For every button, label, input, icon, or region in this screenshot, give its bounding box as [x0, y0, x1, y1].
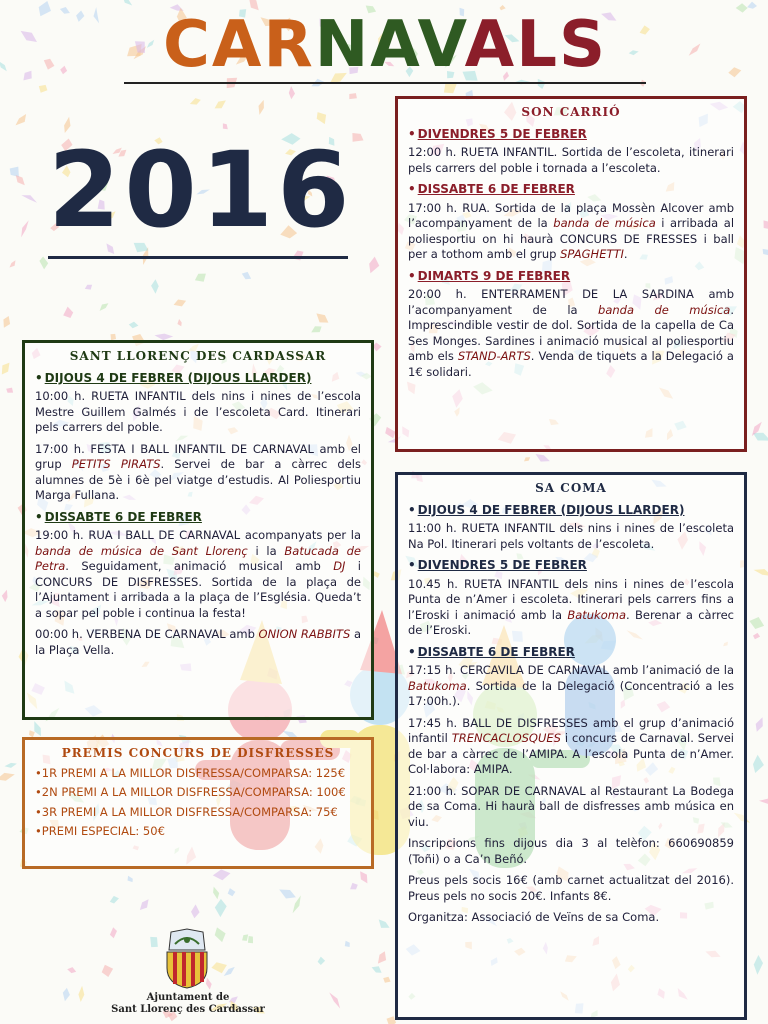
confetti-piece	[747, 2, 757, 9]
text-segment: i CONCURS DE DISFRESSES. Sortida de la plaça de l’Ajuntament i arribada a la plaça de l’Església. Queda’t a sopar pel poble i continua la festa!	[35, 559, 362, 620]
confetti-piece	[753, 755, 764, 773]
text-segment-italic: banda de música de Sant Llorenç	[35, 543, 248, 558]
confetti-piece	[385, 427, 395, 438]
son-carrio-panel	[395, 96, 747, 452]
confetti-piece	[383, 977, 390, 983]
text-segment: 17:00 h. RUA. Sortida de la plaça Mossèn Alcover amb l’acompanyament de la	[408, 200, 734, 230]
text-segment-italic: banda de música	[598, 302, 731, 317]
confetti-piece	[60, 66, 67, 75]
confetti-piece	[110, 896, 119, 904]
confetti-piece	[329, 992, 340, 1008]
year-underline	[48, 256, 348, 259]
text-segment: . Imprescindible vestir de dol. Sortida de la capella de Ca Ses Monges. Sardines i animació musical al poliesportiu amb els	[408, 302, 734, 363]
confetti-piece	[63, 988, 70, 1001]
confetti-piece	[2, 590, 8, 602]
text-segment-italic: STAND-ARTS	[457, 349, 531, 363]
title-part-car: CAR	[162, 8, 315, 82]
text-segment: 10.45 h. RUETA INFANTIL dels nins i nines de l’escola Punta de n’Amer i escoleta. Itinerari pels carrers fins a l’Eroski i animació amb la	[408, 576, 734, 622]
text-segment: . Servei de bar a càrrec dels alumnes de 5è i 6è pel viatge d’estudis. Al Poliesportiu Marga Fullana.	[35, 457, 361, 502]
confetti-piece	[177, 319, 181, 326]
title-underline	[124, 82, 646, 84]
confetti-piece	[5, 763, 17, 768]
confetti-piece	[749, 617, 764, 629]
text-segment: 17:45 h. BALL DE DISFRESSES amb el grup d’animació infantil	[408, 715, 734, 745]
ajuntament-line-2: Sant Llorenç des Cardassar	[111, 1004, 265, 1015]
text-segment: .	[623, 247, 628, 261]
confetti-piece	[349, 93, 357, 99]
confetti-piece	[316, 313, 328, 322]
confetti-piece	[754, 955, 763, 975]
confetti-piece	[150, 937, 158, 947]
confetti-piece	[85, 285, 92, 290]
confetti-piece	[248, 936, 253, 943]
text-segment: i arribada al poliesportiu on hi haurà CONCURS DE FRESSES i ball per a tothom amb el grup	[408, 216, 735, 261]
confetti-piece	[78, 986, 84, 1002]
confetti-piece	[318, 957, 326, 965]
text-segment-italic: TRENCACLOSQUES	[451, 731, 561, 745]
confetti-piece	[242, 272, 251, 279]
prize-item: •3R PREMI A LA MILLOR DISFRESSA/COMPARSA: 75€	[35, 804, 338, 819]
text-segment: 19:00 h. RUA I BALL DE CARNAVAL acompanyats per la	[35, 528, 361, 542]
municipal-crest-icon	[163, 928, 211, 990]
text-segment: . Berenar a càrrec de l’Eroski.	[408, 607, 734, 637]
text-segment: i la	[247, 543, 285, 558]
confetti-piece	[110, 927, 117, 938]
title-part-als: ALS	[464, 8, 608, 82]
confetti-piece	[373, 343, 382, 352]
son-carrio-heading: SON CARRIÓ	[521, 105, 621, 119]
text-segment-italic: ONION RABBITS	[258, 627, 351, 641]
text-segment: 17:00 h. FESTA I BALL INFANTIL DE CARNAVAL amb el grup	[35, 441, 361, 471]
text-segment: 17:15 h. CERCAVILA DE CARNAVAL amb l’animació de la	[408, 663, 734, 677]
confetti-piece	[190, 98, 201, 105]
confetti-piece	[23, 71, 31, 81]
prizes-heading: PREMIS CONCURS DE DISFRESSES	[61, 746, 335, 760]
son-carrio-event-3	[408, 287, 734, 380]
confetti-piece	[378, 951, 386, 963]
confetti-piece	[39, 1, 51, 16]
confetti-piece	[174, 300, 187, 307]
sant-llorenc-panel	[22, 340, 374, 720]
confetti-piece	[242, 934, 248, 941]
sa-coma-event-5: 21:00 h. SOPAR DE CARNAVAL al Restaurant La Bodega de sa Coma. Hi haurà ball de disfresses amb música en viu.	[408, 783, 734, 829]
text-segment-italic: banda de música	[553, 216, 656, 230]
text-segment: 00:00 h. VERBENA DE CARNAVAL amb	[35, 627, 259, 641]
prizes-panel	[22, 737, 374, 869]
sa-coma-panel	[395, 472, 747, 1020]
son-carrio-event-1: 12:00 h. RUETA INFANTIL. Sortida de l’escoleta, itinerari pels carrers del poble i tornada a l’escoleta.	[408, 145, 734, 175]
confetti-piece	[756, 717, 763, 732]
prize-item: •PREMI ESPECIAL: 50€	[35, 824, 165, 838]
confetti-piece	[21, 220, 29, 237]
confetti-piece	[259, 100, 264, 115]
prize-item: •2N PREMI A LA MILLOR DISFRESSA/COMPARSA: 100€	[35, 785, 346, 799]
confetti-piece	[215, 100, 226, 108]
confetti-piece	[195, 274, 206, 282]
son-carrio-date-1: • DIVENDRES 5 DE FEBRER	[408, 127, 734, 143]
confetti-piece	[728, 67, 741, 77]
text-segment: . Seguidament, animació musical amb	[65, 559, 334, 573]
confetti-piece	[536, 454, 550, 462]
confetti-piece	[128, 876, 133, 882]
text-segment-italic: PETITS PIRATS	[71, 457, 161, 471]
son-carrio-date-2: • DISSABTE 6 DE FEBRER	[408, 182, 734, 198]
prize-item: •1R PREMI A LA MILLOR DISFRESSA/COMPARSA: 125€	[35, 765, 346, 780]
confetti-piece	[372, 966, 382, 973]
confetti-piece	[689, 44, 701, 56]
confetti-piece	[369, 257, 379, 274]
confetti-piece	[34, 721, 41, 736]
sant-llorenc-date-2: • DISSABTE 6 DE FEBRER	[35, 510, 361, 526]
confetti-piece	[317, 112, 326, 124]
son-carrio-event-2	[408, 201, 734, 263]
year-heading: 2016	[48, 129, 354, 251]
ajuntament-label	[108, 992, 268, 1016]
text-segment-italic: DJ	[333, 559, 346, 573]
confetti-piece	[211, 962, 227, 973]
confetti-piece	[0, 773, 15, 781]
confetti-piece	[753, 433, 768, 441]
confetti-piece	[0, 61, 7, 71]
confetti-piece	[100, 303, 109, 311]
confetti-piece	[39, 257, 48, 270]
confetti-piece	[2, 363, 10, 375]
confetti-piece	[63, 307, 73, 318]
text-segment: . Sortida de la Delegació (Concentració a les 17:00h.).	[408, 678, 734, 708]
sa-coma-event-1: 11:00 h. RUETA INFANTIL dels nins i nines de l’escoleta Na Pol. Itinerari pels voltants de l’escoleta.	[408, 521, 734, 551]
confetti-piece	[76, 11, 84, 22]
confetti-piece	[122, 0, 132, 6]
confetti-piece	[736, 3, 748, 12]
confetti-piece	[151, 279, 159, 293]
confetti-piece	[94, 7, 100, 23]
confetti-piece	[16, 175, 25, 185]
poster-title	[120, 8, 650, 88]
text-segment: a la Plaça Vella.	[35, 627, 361, 657]
confetti-piece	[44, 59, 55, 70]
confetti-piece	[754, 569, 768, 576]
confetti-piece	[39, 85, 48, 93]
son-carrio-date-3: • DIMARTS 9 DE FEBRER	[408, 269, 734, 285]
sant-llorenc-date-1: • DIJOUS 4 DE FEBRER (DIJOUS LLARDER)	[35, 371, 361, 387]
confetti-piece	[129, 322, 139, 329]
title-part-nav: NAV	[314, 8, 465, 82]
confetti-piece	[140, 899, 149, 910]
confetti-piece	[21, 195, 37, 203]
text-segment-italic: Batukoma	[408, 678, 467, 693]
sant-llorenc-heading: SANT LLORENÇ DES CARDASSAR	[69, 349, 327, 363]
confetti-piece	[763, 249, 768, 256]
confetti-piece	[3, 316, 10, 328]
confetti-piece	[21, 31, 37, 42]
sant-llorenc-event-3	[35, 528, 361, 621]
confetti-piece	[224, 967, 235, 976]
sa-coma-prices: Preus pels socis 16€ (amb carnet actualitzat del 2016). Preus pels no socis 20€. Infants 8€.	[408, 873, 734, 903]
sa-coma-date-3: • DISSABTE 6 DE FEBRER	[408, 645, 734, 661]
sant-llorenc-event-4	[35, 627, 361, 658]
sa-coma-event-4	[408, 716, 734, 778]
sa-coma-date-1: • DIJOUS 4 DE FEBRER (DIJOUS LLARDER)	[408, 503, 734, 519]
sant-llorenc-event-1: 10:00 h. RUETA INFANTIL dels nins i nines de l’escola Mestre Guillem Galmés i de l’escoleta Card. Itinerari pels carrers del poble.	[35, 389, 361, 434]
confetti-piece	[753, 633, 760, 639]
text-segment-italic: SPAGHETTI	[560, 247, 624, 261]
confetti-piece	[10, 260, 16, 267]
confetti-piece	[759, 799, 768, 804]
confetti-piece	[16, 114, 27, 125]
text-segment: 20:00 h. ENTERRAMENT DE LA SARDINA amb l’acompanyament de la	[408, 287, 734, 317]
confetti-piece	[67, 967, 76, 973]
confetti-piece	[6, 388, 13, 393]
sa-coma-date-2: • DIVENDRES 5 DE FEBRER	[408, 558, 734, 574]
sa-coma-event-2	[408, 577, 734, 639]
text-segment-italic: Batucada de Petra	[35, 543, 361, 573]
sant-llorenc-event-2	[35, 442, 361, 504]
sa-coma-heading: SA COMA	[535, 481, 607, 495]
confetti-piece	[311, 326, 321, 332]
confetti-piece	[374, 571, 380, 578]
sa-coma-organizer: Organitza: Associació de Veïns de sa Coma.	[408, 910, 660, 924]
text-segment: . Venda de tiquets a la Delegació a 1€ solidari.	[408, 349, 734, 379]
confetti-piece	[10, 167, 19, 177]
sa-coma-event-3	[408, 663, 734, 710]
confetti-piece	[764, 220, 768, 229]
confetti-piece	[524, 457, 530, 461]
ajuntament-line-1: Ajuntament de	[146, 992, 230, 1003]
confetti-piece	[60, 7, 70, 14]
text-segment: i concurs de Carnaval. Servei de bar a càrrec de l’AMIPA. A l’escola Punta de n’Amer. Col·labora: AMIPA.	[408, 731, 734, 776]
sa-coma-inscriptions: Inscripcions fins dijous dia 3 al telèfon: 660690859 (Toñi) o a Ca’n Beñó.	[408, 836, 734, 866]
confetti-piece	[102, 965, 113, 977]
text-segment-italic: Batukoma	[567, 607, 627, 622]
confetti-piece	[345, 941, 350, 947]
